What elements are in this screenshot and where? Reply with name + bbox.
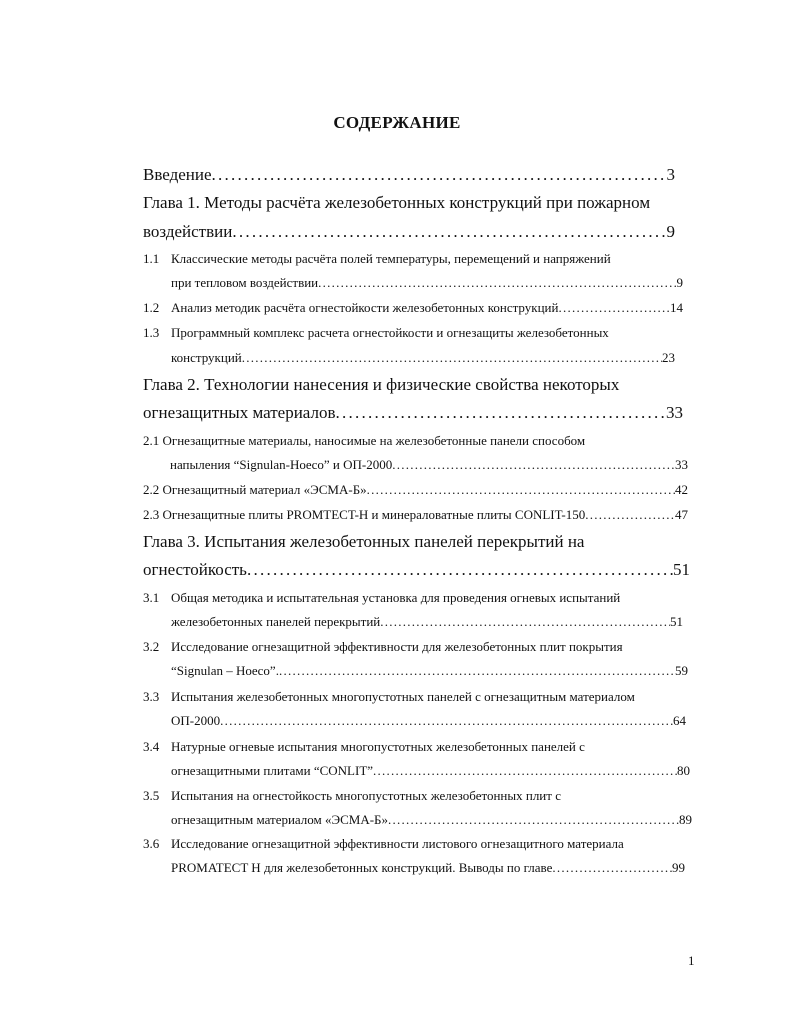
toc-section-1-1-cont (171, 275, 683, 291)
toc-chapter-3-heading (143, 532, 584, 552)
toc-entry-num: 2.1 (143, 433, 160, 448)
toc-chapter-1-cont (143, 222, 675, 242)
toc-entry-cont: железобетонных панелей перекрытий (171, 614, 381, 629)
toc-entry-cont: при тепловом воздействии (171, 275, 319, 290)
toc-entry-cont: конструкций (171, 350, 242, 365)
toc-section-3-4 (143, 739, 585, 755)
page-number: 1 (688, 953, 695, 968)
toc-section-3-3-cont (171, 713, 686, 729)
toc-section-2-3 (143, 507, 688, 523)
toc-section-1-1 (143, 251, 611, 267)
toc-section-3-2-cont (171, 663, 688, 679)
toc-section-1-3-cont (171, 350, 675, 366)
toc-entry-page: 51 (670, 614, 683, 629)
toc-entry-page: 23 (662, 350, 675, 365)
toc-section-3-6 (143, 836, 624, 852)
toc-section-3-6-cont (171, 860, 685, 876)
toc-entry-text: Огнезащитные плиты PROMTECT-H и минераловатные плиты CONLIT-150 (162, 507, 586, 522)
toc-entry-num: 3.5 (143, 788, 160, 803)
toc-entry-page: 33 (666, 403, 683, 422)
toc-section-3-3 (143, 689, 635, 705)
toc-entry-text: Глава 2. Технологии нанесения и физические свойства некоторых (143, 375, 620, 394)
toc-entry-page: 33 (675, 457, 688, 472)
toc-entry-page: 14 (670, 300, 683, 315)
toc-chapter-2-cont (143, 403, 683, 423)
toc-entry-num: 3.3 (143, 689, 160, 704)
toc-entry-page: 64 (673, 713, 686, 728)
toc-section-3-2 (143, 639, 623, 655)
toc-entry-text: Программный комплекс расчета огнестойкости и огнезащиты железобетонных (171, 325, 609, 340)
toc-entry-cont: огнезащитных материалов (143, 403, 336, 422)
toc-section-2-2 (143, 482, 688, 498)
toc-chapter-3-cont (143, 560, 690, 580)
toc-section-1-2 (143, 300, 683, 316)
toc-entry-num: 1.2 (143, 300, 160, 315)
toc-entry-page: 89 (679, 812, 692, 827)
toc-entry-num: 1.3 (143, 325, 160, 340)
toc-entry-text: Натурные огневые испытания многопустотных железобетонных панелей с (171, 739, 585, 754)
toc-section-3-5-cont (171, 812, 692, 828)
toc-entry-cont: воздействии (143, 222, 233, 241)
toc-chapter-1-heading (143, 193, 650, 213)
toc-entry-num: 2.2 (143, 482, 160, 497)
toc-entry-page: 3 (666, 165, 675, 184)
toc-entry-text: Глава 3. Испытания железобетонных панелей перекрытий на (143, 532, 585, 551)
toc-entry-num: 3.1 (143, 590, 160, 605)
toc-entry-cont: огнезащитным материалом «ЭСМА-Б» (171, 812, 389, 827)
toc-entry-text: Исследование огнезащитной эффективности листового огнезащитного материала (171, 836, 624, 851)
toc-entry-text: Огнезащитные материалы, наносимые на железобетонные панели способом (162, 433, 586, 448)
toc-entry-cont: “Signulan – Hoeco”. (171, 663, 279, 678)
toc-entry-intro (143, 165, 675, 185)
toc-entry-text: Огнезащитный материал «ЭСМА-Б» (162, 482, 367, 497)
toc-entry-page: 51 (673, 560, 690, 579)
toc-section-3-1-cont (171, 614, 683, 630)
toc-entry-page: 80 (677, 763, 690, 778)
toc-entry-text: Испытания железобетонных многопустотных панелей с огнезащитным материалом (171, 689, 635, 704)
toc-entry-cont: огнезащитными плитами “CONLIT” (171, 763, 374, 778)
toc-entry-page: 99 (672, 860, 685, 875)
toc-entry-text: Глава 1. Методы расчёта железобетонных конструкций при пожарном (143, 193, 651, 212)
toc-entry-num: 3.4 (143, 739, 160, 754)
toc-entry-page: 42 (675, 482, 688, 497)
toc-section-3-1 (143, 590, 620, 606)
toc-entry-cont: ОП-2000 (171, 713, 221, 728)
toc-entry-text: Анализ методик расчёта огнестойкости железобетонных конструкций (171, 300, 559, 315)
toc-section-2-1-cont (170, 457, 688, 473)
toc-section-1-3 (143, 325, 609, 341)
toc-entry-cont: PROMATECT H для железобетонных конструкций. Выводы по главе (171, 860, 553, 875)
toc-entry-text: Общая методика и испытательная установка для проведения огневых испытаний (171, 590, 621, 605)
toc-entry-text: Введение (143, 165, 212, 184)
toc-entry-text: Испытания на огнестойкость многопустотных железобетонных плит с (171, 788, 561, 803)
page-title: СОДЕРЖАНИЕ (333, 113, 461, 132)
toc-section-3-4-cont (171, 763, 690, 779)
toc-entry-page: 9 (676, 275, 683, 290)
toc-entry-text: Исследование огнезащитной эффективности для железобетонных плит покрытия (171, 639, 623, 654)
toc-entry-text: Классические методы расчёта полей температуры, перемещений и напряжений (171, 251, 611, 266)
toc-entry-page: 59 (675, 663, 688, 678)
toc-entry-num: 1.1 (143, 251, 160, 266)
toc-section-3-5 (143, 788, 561, 804)
toc-entry-cont: напыления “Signulan-Hoeco” и ОП-2000 (170, 457, 393, 472)
toc-section-2-1 (143, 433, 585, 449)
toc-chapter-2-heading (143, 375, 619, 395)
toc-entry-num: 3.2 (143, 639, 160, 654)
toc-entry-num: 3.6 (143, 836, 160, 851)
toc-entry-page: 47 (675, 507, 688, 522)
toc-entry-cont: огнестойкость (143, 560, 247, 579)
toc-entry-num: 2.3 (143, 507, 160, 522)
toc-entry-page: 9 (666, 222, 675, 241)
